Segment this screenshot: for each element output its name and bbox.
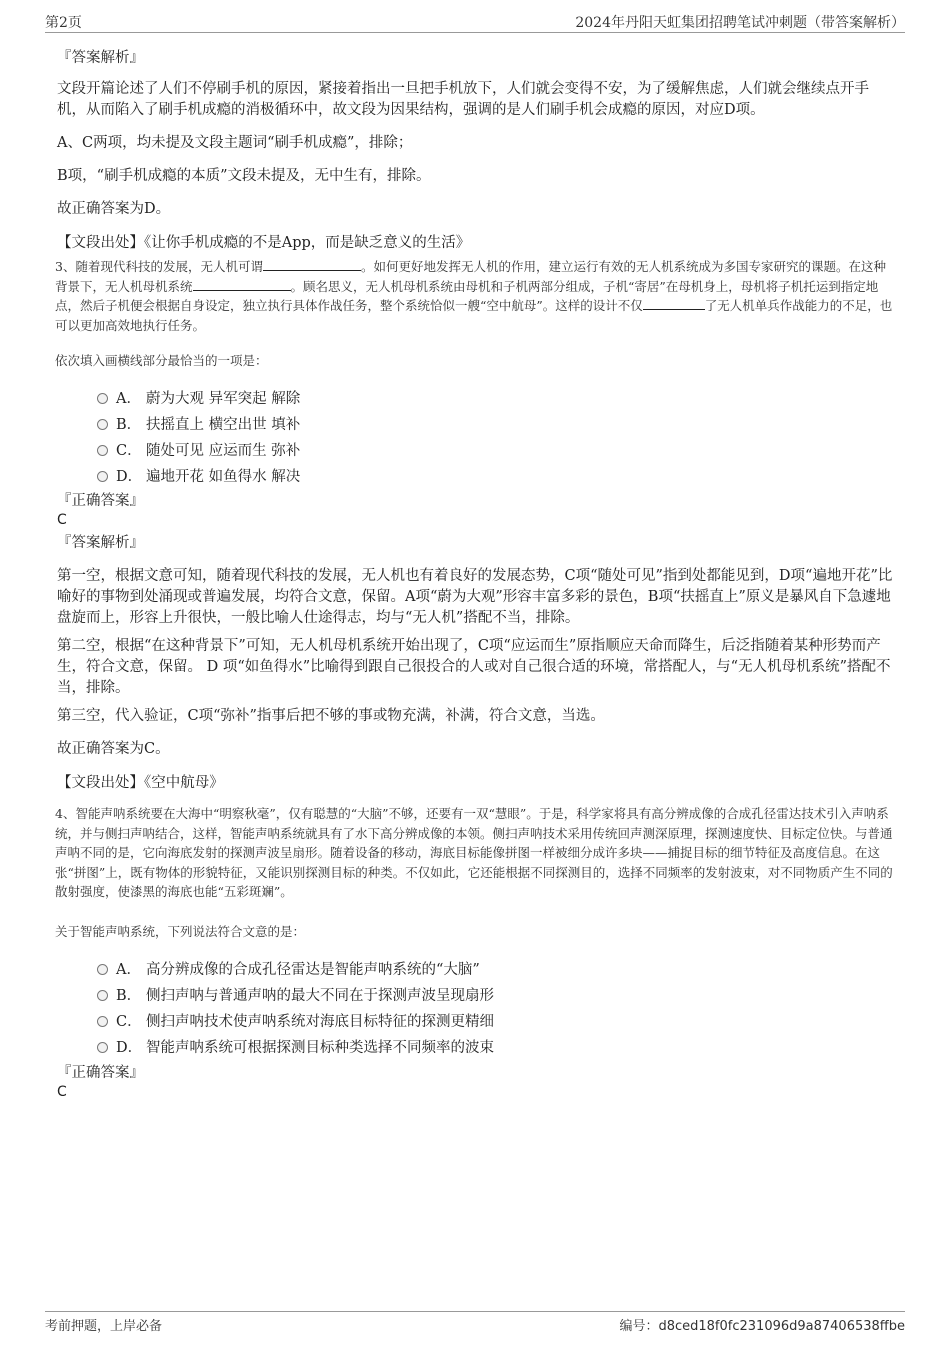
q3-stem-part1: 3、随着现代科技的发展，无人机可谓 — [55, 259, 263, 274]
radio-icon[interactable] — [97, 990, 108, 1001]
radio-icon[interactable] — [97, 964, 108, 975]
option-text: 智能声呐系统可根据探测目标种类选择不同频率的波束 — [146, 1040, 494, 1056]
option-letter: D． — [116, 469, 143, 485]
q4-option-c[interactable] — [97, 1010, 494, 1031]
q3-answer: C — [57, 512, 67, 528]
document-title: 2024年丹阳天虹集团招聘笔试冲刺题（带答案解析） — [575, 15, 905, 31]
radio-icon[interactable] — [97, 445, 108, 456]
footer-divider — [45, 1311, 905, 1312]
q2-source: 【文段出处】《让你手机成瘾的不是App，而是缺乏意义的生活》 — [57, 235, 471, 251]
q2-analysis-para3: B项，“刷手机成瘾的本质”文段未提及，无中生有，排除。 — [57, 168, 431, 184]
header-divider — [45, 32, 905, 33]
q3-answer-label: 『正确答案』 — [57, 493, 144, 509]
q3-analysis-conclusion: 故正确答案为C。 — [57, 741, 170, 757]
q3-analysis-para1: 第一空，根据文意可知，随着现代科技的发展，无人机也有着良好的发展态势，C项“随处可见”指到处都能见到，D项“遍地开花”比喻好的事物到处涌现或普遍发展，均符合文意，保留。A项“蔚为大观”形容丰富多彩的景色，B项“扶摇直上”原义是暴风自下急遽地盘旋而上，形容上升很快，一般比喻人仕途得志，均与“无人机”搭配不当，排除。 — [57, 568, 893, 626]
option-text: 遍地开花 如鱼得水 解决 — [146, 469, 301, 485]
q3-blank-1 — [263, 258, 361, 271]
option-letter: C． — [116, 1014, 142, 1030]
q4-option-b[interactable] — [97, 984, 494, 1005]
radio-icon[interactable] — [97, 419, 108, 430]
q4-stem: 4、智能声呐系统要在大海中“明察秋毫”，仅有聪慧的“大脑”不够，还要有一双“慧眼”。于是，科学家将具有高分辨成像的合成孔径雷达技术引入声呐系统，并与侧扫声呐结合，这样，智能声呐系统就具有了水下高分辨成像的本领。侧扫声呐技术采用传统回声测深原理，探测速度快、目标定位快。与普通声呐不同的是，它向海底发射的探测声波呈扇形。随着设备的移动，海底目标能像拼图一样被细分成许多块——捕捉目标的细节特征及高度信息。在这张“拼图”上，既有物体的形貌特征，又能识别探测目标的种类。不仅如此，它还能根据不同探测目的，选择不同频率的发射波束，对不同物质产生不同的散射强度，使漆黑的海底也能“五彩斑斓”。 — [55, 806, 893, 899]
q2-analysis-para2: A、C两项，均未提及文段主题词“刷手机成瘾”，排除； — [57, 135, 413, 151]
q2-analysis-conclusion: 故正确答案为D。 — [57, 201, 171, 217]
radio-icon[interactable] — [97, 471, 108, 482]
q4-prompt: 关于智能声呐系统，下列说法符合文意的是： — [55, 924, 306, 939]
q3-analysis-label: 『答案解析』 — [57, 535, 144, 551]
q3-source: 【文段出处】《空中航母》 — [57, 775, 224, 791]
option-text: 随处可见 应运而生 弥补 — [146, 443, 301, 459]
q4-answer: C — [57, 1084, 67, 1100]
q3-option-a[interactable] — [97, 387, 300, 408]
option-letter: C． — [116, 443, 142, 459]
q3-analysis-para3: 第三空，代入验证，C项“弥补”指事后把不够的事或物充满，补满，符合文意，当选。 — [57, 708, 605, 724]
option-letter: A． — [116, 962, 141, 978]
option-text: 侧扫声呐技术使声呐系统对海底目标特征的探测更精细 — [146, 1014, 494, 1030]
q3-blank-2 — [193, 278, 291, 291]
q3-blank-3 — [643, 297, 705, 310]
radio-icon[interactable] — [97, 1042, 108, 1053]
option-letter: D． — [116, 1040, 143, 1056]
q4-option-a[interactable] — [97, 958, 480, 979]
q4-option-d[interactable] — [97, 1036, 494, 1057]
q3-option-d[interactable] — [97, 465, 300, 486]
page-number: 第2页 — [45, 15, 82, 31]
option-text: 高分辨成像的合成孔径雷达是智能声呐系统的“大脑” — [146, 962, 480, 978]
option-text: 侧扫声呐与普通声呐的最大不同在于探测声波呈现扇形 — [146, 988, 494, 1004]
radio-icon[interactable] — [97, 1016, 108, 1027]
radio-icon[interactable] — [97, 393, 108, 404]
option-text: 扶摇直上 横空出世 填补 — [146, 417, 301, 433]
q3-stem-part2: 。如何更好地发挥无人机的作用，建立运行有效的无人机系统成为多国专家研究的课题。在这种背景下，无人机母机系统 — [55, 259, 886, 294]
q3-option-b[interactable] — [97, 413, 300, 434]
q4-answer-label: 『正确答案』 — [57, 1065, 144, 1081]
q3-stem-part3: 。顾名思义，无人机母机系统由母机和子机两部分组成，子机“寄居”在母机身上，母机将子机托运到指定地点，然后子机便会根据自身设定，独立执行具体作战任务，整个系统恰似一艘“空中航母”。这样的设计不仅 — [55, 278, 879, 313]
option-text: 蔚为大观 异军突起 解除 — [146, 391, 301, 407]
q3-prompt: 依次填入画横线部分最恰当的一项是： — [55, 353, 268, 368]
q3-analysis-para2: 第二空，根据“在这种背景下”可知，无人机母机系统开始出现了，C项“应运而生”原指顺应天命而降生，后泛指随着某种形势而产生，符合文意，保留。 D 项“如鱼得水”比喻得到跟自己很投合的人或对自己很合适的环境，常搭配人，与“无人机母机系统”搭配不当，排除。 — [57, 638, 891, 696]
q2-analysis-label: 『答案解析』 — [57, 50, 144, 66]
q3-stem — [55, 257, 895, 335]
option-letter: B． — [116, 988, 142, 1004]
option-letter: B． — [116, 417, 142, 433]
q3-option-c[interactable] — [97, 439, 300, 460]
q2-analysis-para1: 文段开篇论述了人们不停刷手机的原因，紧接着指出一旦把手机放下，人们就会变得不安，为了缓解焦虑，人们就会继续点开手机，从而陷入了刷手机成瘾的消极循环中，故文段为因果结构，强调的是人们刷手机会成瘾的原因，对应D项。 — [57, 81, 869, 118]
document-code: 编号：d8ced18f0fc231096d9a87406538ffbe — [619, 1319, 905, 1334]
footer-slogan: 考前押题，上岸必备 — [45, 1319, 163, 1334]
q3-stem-part4: 了无人机单兵作战能力的不足，也可以更加高效地执行任务。 — [55, 298, 893, 333]
option-letter: A． — [116, 391, 141, 407]
